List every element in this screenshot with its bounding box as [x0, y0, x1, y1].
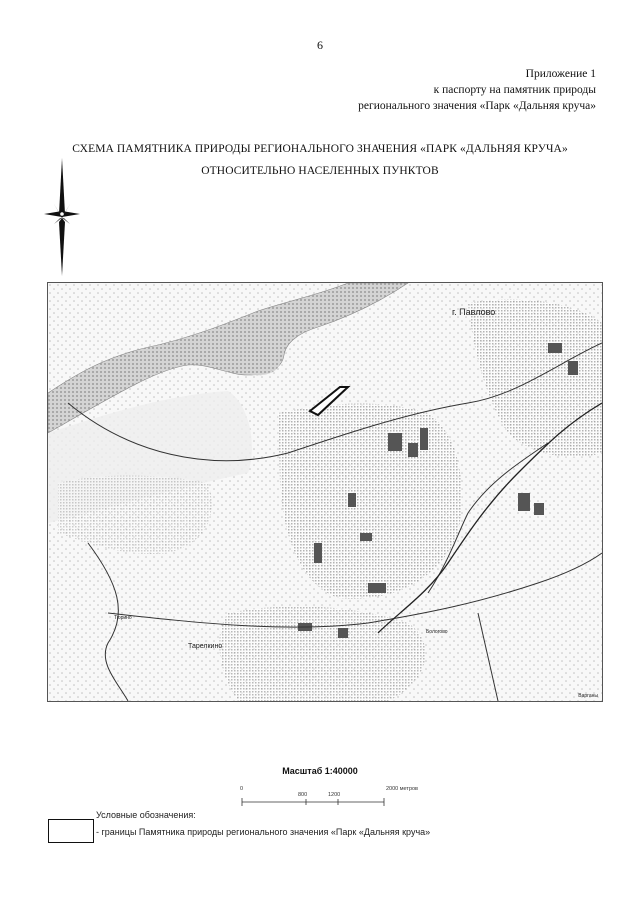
legend-item-text: - границы Памятника природы регионального значения «Парк «Дальняя круча»: [96, 827, 431, 837]
scale-tick-0: 0: [240, 786, 244, 792]
label-varganiy: Варганы: [578, 693, 598, 699]
scale-bar: [238, 784, 438, 812]
label-pavlovo: г. Павлово: [452, 307, 496, 317]
legend-heading: Условные обозначения:: [96, 810, 196, 820]
urban-area-south: [219, 606, 425, 701]
label-tyurino: Тюрино: [114, 615, 132, 621]
north-arrow-compass-icon: [44, 158, 80, 276]
label-terenkino: Тарелкино: [188, 643, 223, 650]
page-number: 6: [317, 38, 323, 52]
scale-tick-1200: 1200: [328, 792, 341, 798]
appendix-line-2: к паспорту на памятник природы: [433, 84, 596, 96]
map-title-line-2: ОТНОСИТЕЛЬНО НАСЕЛЕННЫХ ПУНКТОВ: [201, 165, 439, 177]
scale-tick-800: 800: [298, 792, 308, 798]
appendix-line-3: регионального значения «Парк «Дальняя круча»: [358, 100, 596, 112]
scale-title: Масштаб 1:40000: [282, 766, 358, 776]
scale-tick-2000: 2000 метров: [386, 786, 418, 792]
appendix-header: [358, 66, 596, 114]
legend-boundary-symbol: [48, 819, 94, 843]
map-area: [47, 282, 603, 702]
label-bologovo: Бологово: [426, 629, 448, 635]
map-title: [0, 138, 640, 182]
appendix-line-1: Приложение 1: [525, 68, 596, 80]
map-drawing: [48, 283, 602, 701]
map-title-line-1: СХЕМА ПАМЯТНИКА ПРИРОДЫ РЕГИОНАЛЬНОГО ЗНАЧЕНИЯ «ПАРК «ДАЛЬНЯЯ КРУЧА»: [72, 143, 568, 155]
